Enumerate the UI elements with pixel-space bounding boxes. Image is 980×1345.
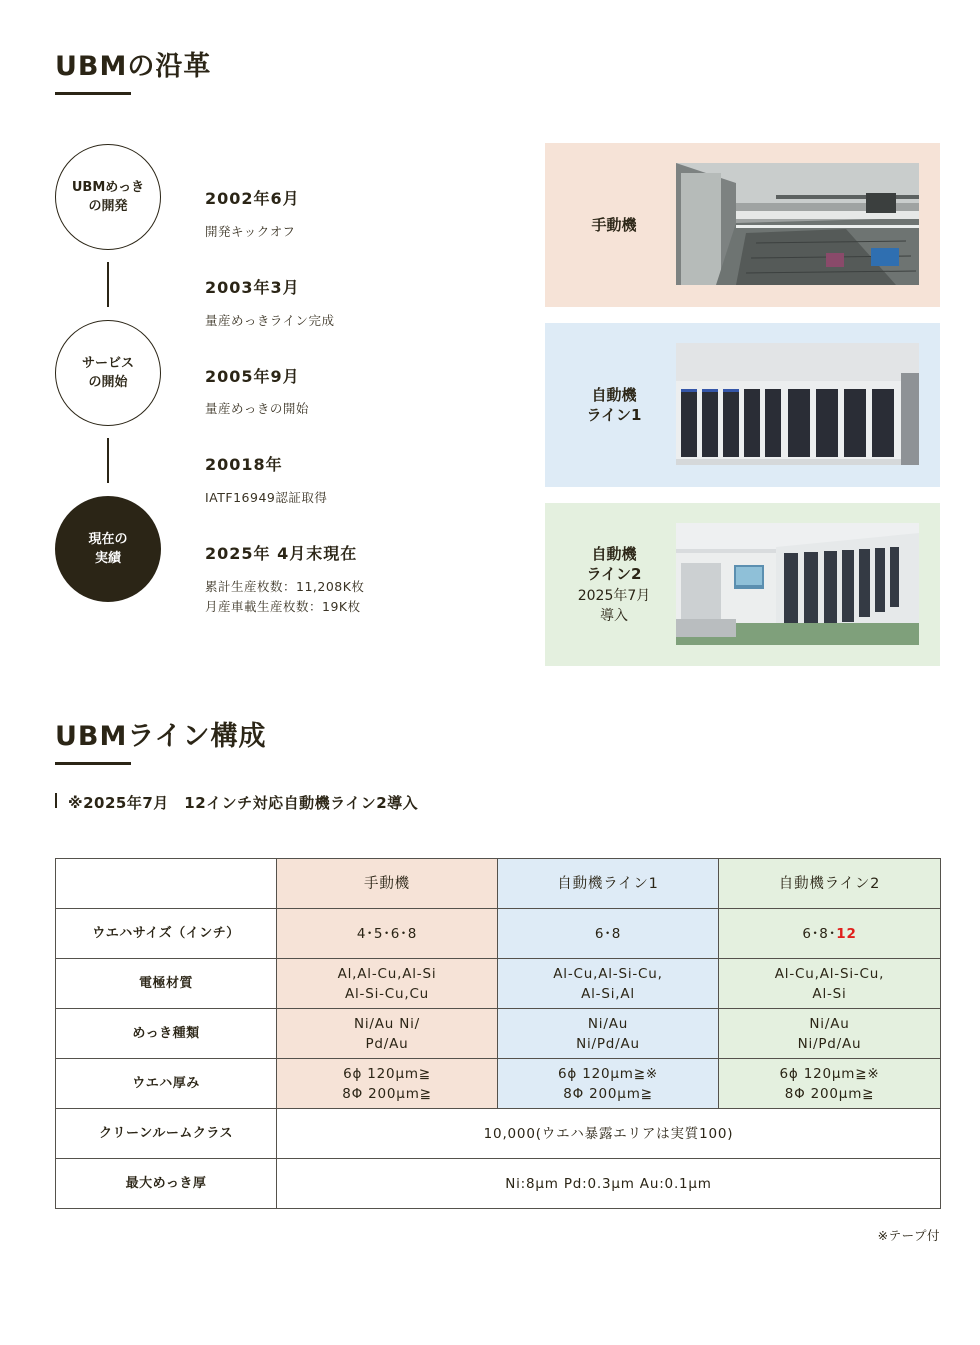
event-desc: 量産めっきライン完成 bbox=[205, 313, 335, 328]
table-row bbox=[56, 959, 941, 1009]
cell-text: 6･8･ bbox=[802, 925, 837, 942]
table-cell: Ni/Au Ni/Pd/Au bbox=[498, 1009, 719, 1059]
table-cell: Ni/Au Ni/ Pd/Au bbox=[277, 1009, 498, 1059]
table-cell: Al-Cu,Al-Si-Cu, Al-Si,Al bbox=[498, 959, 719, 1009]
panel-label bbox=[545, 143, 683, 307]
row-label: 最大めっき厚 bbox=[56, 1159, 277, 1209]
lines-title-underline bbox=[55, 762, 131, 765]
history-title-underline bbox=[55, 92, 131, 95]
history-title: UBMの沿革 bbox=[55, 51, 212, 82]
table-cell-merged: 10,000(ウエハ暴露エリアは実質100) bbox=[277, 1109, 941, 1159]
panel-manual-machine bbox=[545, 143, 940, 307]
table-cell bbox=[719, 909, 941, 959]
table-row bbox=[56, 909, 941, 959]
table-cell: 4･5･6･8 bbox=[277, 909, 498, 959]
milestone-label: 現在の 実績 bbox=[88, 532, 128, 566]
milestone-service-start bbox=[55, 320, 161, 426]
milestone-development bbox=[55, 144, 161, 250]
note-marker bbox=[55, 793, 57, 808]
table-cell: 6ϕ 120μm≧※ 8Φ 200μm≧ bbox=[498, 1059, 719, 1109]
milestone-label: UBMめっき の開発 bbox=[71, 180, 145, 214]
row-label: めっき種類 bbox=[56, 1009, 277, 1059]
table-row bbox=[56, 1059, 941, 1109]
table-header-empty bbox=[56, 859, 277, 909]
table-cell: Al,Al-Cu,Al-Si Al-Si-Cu,Cu bbox=[277, 959, 498, 1009]
event-date: 20018年 bbox=[205, 455, 283, 474]
table-header: 手動機 bbox=[277, 859, 498, 909]
panel-label bbox=[545, 323, 683, 487]
row-label: ウエハ厚み bbox=[56, 1059, 277, 1109]
event-date: 2003年3月 bbox=[205, 278, 300, 297]
table-footnote: ※テープ付 bbox=[877, 1228, 940, 1243]
table-cell: Ni/Au Ni/Pd/Au bbox=[719, 1009, 941, 1059]
milestone-current-results bbox=[55, 496, 161, 602]
table-row bbox=[56, 1009, 941, 1059]
row-label: クリーンルームクラス bbox=[56, 1109, 277, 1159]
table-header: 自動機ライン1 bbox=[498, 859, 719, 909]
milestone-label: サービス の開始 bbox=[81, 356, 134, 390]
lines-title: UBMライン構成 bbox=[55, 721, 267, 752]
panel-auto-line-2 bbox=[545, 503, 940, 666]
event-desc: IATF16949認証取得 bbox=[205, 490, 328, 505]
table-cell: Al-Cu,Al-Si-Cu, Al-Si bbox=[719, 959, 941, 1009]
panel-title: 自動機 ライン2 bbox=[586, 544, 642, 583]
event-date: 2002年6月 bbox=[205, 189, 300, 208]
timeline-connector bbox=[107, 438, 109, 483]
event-date: 2025年 4月末現在 bbox=[205, 544, 358, 563]
event-desc: 累計生産枚数：11,208K枚 bbox=[205, 579, 365, 594]
auto-line-1-photo bbox=[676, 343, 919, 465]
table-cell: 6ϕ 120μm≧※ 8Φ 200μm≧ bbox=[719, 1059, 941, 1109]
event-desc-2: 月産車載生産枚数：19K枚 bbox=[205, 599, 361, 614]
cell-highlight: 12 bbox=[836, 925, 857, 942]
panel-auto-line-1 bbox=[545, 323, 940, 487]
timeline-connector bbox=[107, 262, 109, 307]
table-cell: 6ϕ 120μm≧ 8Φ 200μm≧ bbox=[277, 1059, 498, 1109]
panel-label bbox=[545, 503, 683, 666]
table-cell-merged: Ni:8μm Pd:0.3μm Au:0.1μm bbox=[277, 1159, 941, 1209]
event-date: 2005年9月 bbox=[205, 367, 300, 386]
table-cell: 6･8 bbox=[498, 909, 719, 959]
row-label: 電極材質 bbox=[56, 959, 277, 1009]
event-desc: 量産めっきの開始 bbox=[205, 401, 309, 416]
table-row bbox=[56, 1109, 941, 1159]
event-desc: 開発キックオフ bbox=[205, 224, 296, 239]
table-header-row bbox=[56, 859, 941, 909]
line-note: ※2025年7月 12インチ対応自動機ライン2導入 bbox=[68, 794, 419, 812]
manual-machine-photo bbox=[676, 163, 919, 285]
row-label: ウエハサイズ（インチ） bbox=[56, 909, 277, 959]
auto-line-2-photo bbox=[676, 523, 919, 645]
table-header: 自動機ライン2 bbox=[719, 859, 941, 909]
panel-subtitle: 2025年7月 導入 bbox=[577, 587, 651, 624]
table-row bbox=[56, 1159, 941, 1209]
line-spec-table bbox=[55, 858, 941, 1209]
panel-title: 自動機 ライン1 bbox=[586, 386, 642, 424]
panel-title: 手動機 bbox=[591, 216, 637, 234]
